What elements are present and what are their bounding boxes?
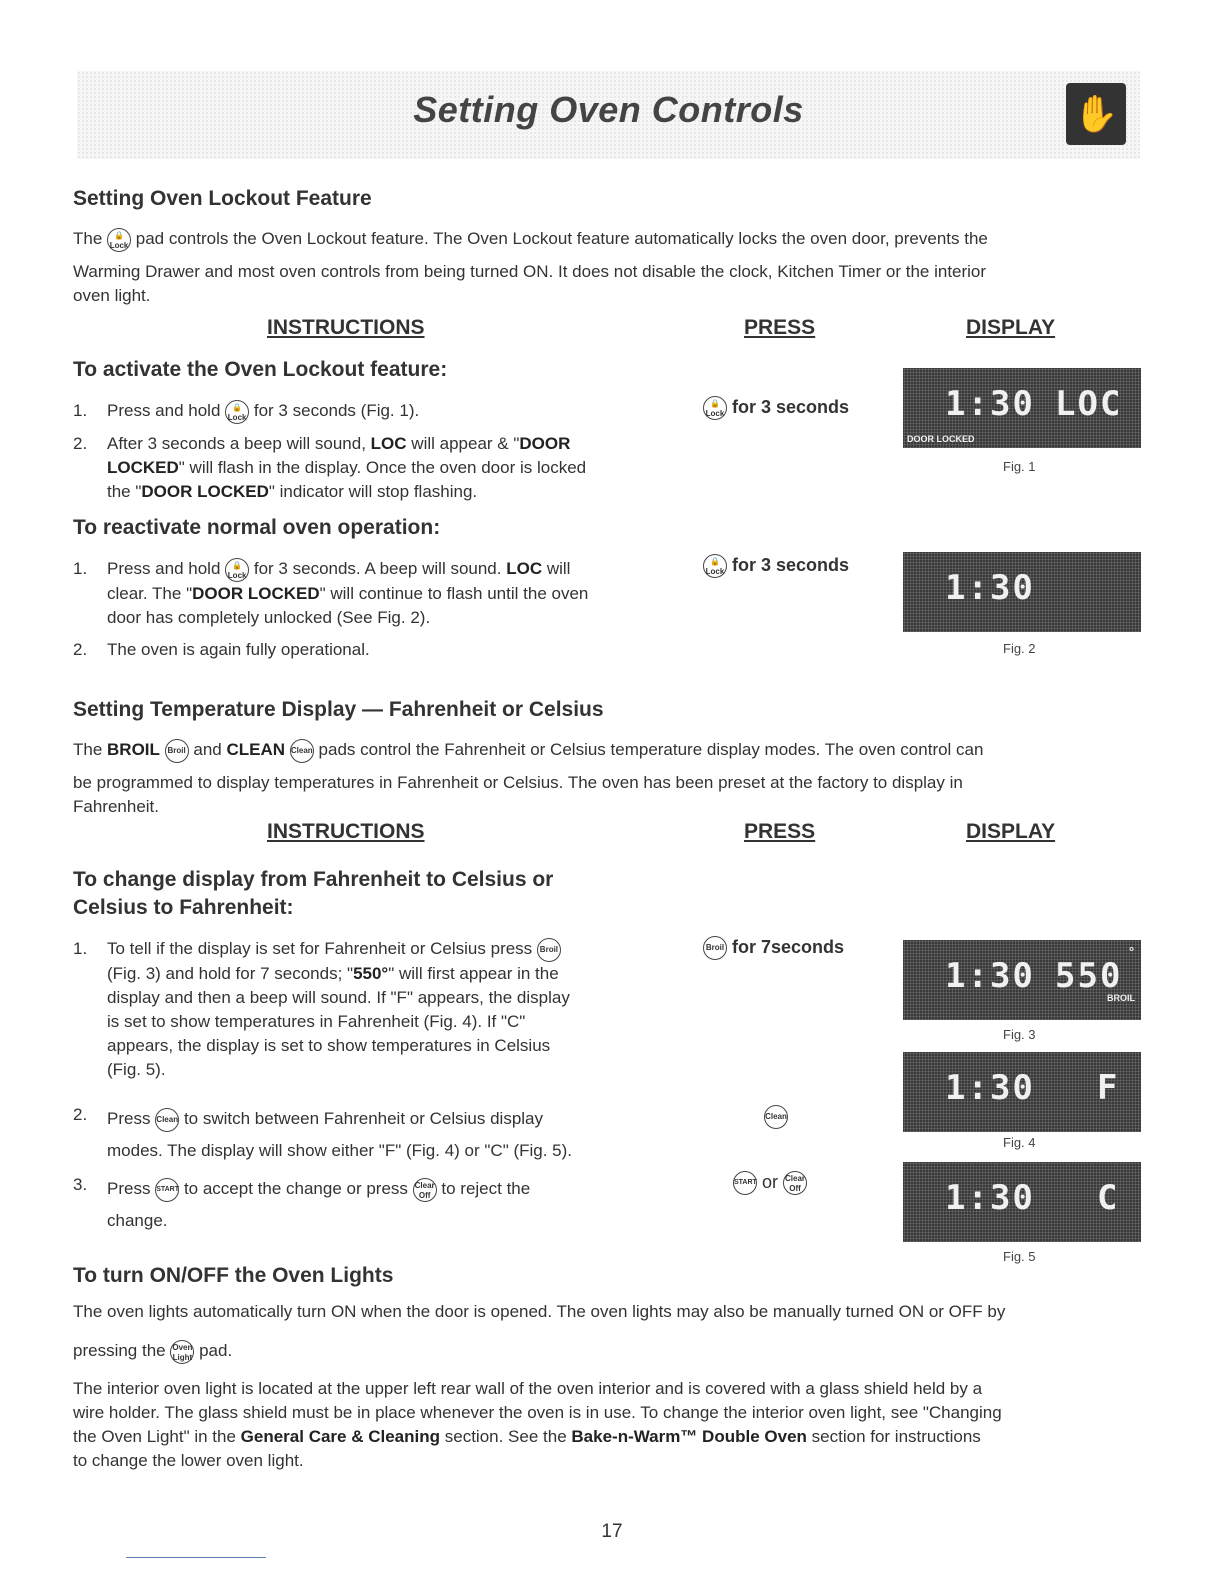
display-time: 1:30 — [945, 568, 1035, 608]
title-banner — [77, 71, 1140, 159]
fig-label: Fig. 3 — [1003, 1027, 1036, 1042]
lockout-intro-line1 — [73, 227, 1153, 252]
broil-pad-icon: Broil — [703, 936, 727, 960]
fig-label: Fig. 5 — [1003, 1249, 1036, 1264]
display-fig3 — [903, 940, 1141, 1020]
broil-pad-icon: Broil — [165, 739, 189, 763]
change-heading: To change display from Fahrenheit to Celsius or Celsius to Fahrenheit: — [73, 868, 554, 919]
fig-label: Fig. 2 — [1003, 641, 1036, 656]
temp-intro-line3: Fahrenheit. — [73, 797, 159, 816]
lights-p1-line1: The oven lights automatically turn ON when the door is opened. The oven lights may also be manually turned ON or OFF by — [73, 1302, 1006, 1321]
col-press-header: PRESS — [744, 316, 816, 339]
lights-p2-line4: to change the lower oven light. — [73, 1451, 304, 1470]
display-time: 1:30 — [945, 956, 1035, 996]
list-item: 2. The oven is again fully operational. — [73, 640, 370, 659]
broil-pad-icon: Broil — [537, 938, 561, 962]
press-lock-3s: 🔒 Lock for 3 seconds — [703, 396, 849, 420]
col-instructions-header: INSTRUCTIONS — [267, 316, 425, 339]
lockout-heading: Setting Oven Lockout Feature — [73, 187, 372, 210]
display-time: 1:30 — [945, 384, 1035, 424]
lights-p2-line1: The interior oven light is located at the upper left rear wall of the oven interior and is covered with a glass shield held by a — [73, 1379, 983, 1398]
page-title: Setting Oven Controls — [413, 89, 804, 130]
col-display-header: DISPLAY — [966, 316, 1056, 339]
intro-text: The — [73, 229, 103, 248]
temp-intro-line1: The BROIL Broil and CLEAN Clean pads control the Fahrenheit or Celsius temperature display modes. The oven control can — [73, 738, 1163, 763]
clean-pad-icon: Clean — [764, 1105, 788, 1129]
start-pad-icon: START — [733, 1171, 757, 1195]
lock-pad-icon: 🔒 Lock — [703, 396, 727, 420]
activate-heading: To activate the Oven Lockout feature: — [73, 358, 448, 381]
list-item: 1. Press and hold 🔒 Lock for 3 seconds (Fig. 1). — [73, 401, 420, 422]
display-fig2 — [903, 552, 1141, 632]
fig-label: Fig. 1 — [1003, 459, 1036, 474]
display-value: 550 — [1055, 956, 1123, 996]
lock-pad-icon: 🔒 Lock — [107, 228, 131, 252]
lock-pad-icon: 🔒 Lock — [703, 554, 727, 578]
press-lock-3s: 🔒 Lock for 3 seconds — [703, 554, 849, 578]
display-time: 1:30 — [945, 1068, 1035, 1108]
intro-text: pad controls the Oven Lockout feature. The Oven Lockout feature automatically locks the oven door, prevents the — [135, 229, 988, 248]
oven-light-pad-icon: Oven Light — [170, 1340, 194, 1364]
door-locked-indicator: DOOR LOCKED — [907, 434, 975, 444]
display-value: F — [1097, 1068, 1120, 1108]
clear-off-pad-icon: Clear Off — [783, 1171, 807, 1195]
temp-intro-line2: be programmed to display temperatures in Fahrenheit or Celsius. The oven has been preset at the factory to display in — [73, 773, 963, 792]
list-item: 1. To tell if the display is set for Fahrenheit or Celsius press Broil (Fig. 3) and hold for 7 seconds; "550°" will first appear in the display and then a beep will sound. If "F" appears, the display is set to show temperatures in Fahrenheit (Fig. 4). If "C" appears, the display is set to show temperatures in Celsius (Fig. 5). — [73, 939, 570, 1079]
list-item: 3. Press START to accept the change or press Clear Off to reject the change. — [73, 1175, 531, 1230]
start-pad-icon: START — [155, 1178, 179, 1202]
list-item: 1. Press and hold 🔒 Lock for 3 seconds. A beep will sound. LOC will clear. The "DOOR LOCKED" will continue to flash until the oven door has completely unlocked (See Fig. 2). — [73, 559, 589, 627]
col-press-header: PRESS — [744, 820, 816, 843]
display-fig4 — [903, 1052, 1141, 1132]
reactivate-heading: To reactivate normal oven operation: — [73, 516, 441, 539]
lights-p2-line3: the Oven Light" in the General Care & Cleaning section. See the Bake-n-Warm™ Double Oven section for instructions — [73, 1427, 981, 1446]
lockout-intro-line3: oven light. — [73, 286, 151, 305]
list-item: 2. After 3 seconds a beep will sound, LOC will appear & "DOOR LOCKED" will flash in the display. Once the oven door is locked the "DOOR LOCKED" indicator will stop flashing. — [73, 434, 587, 501]
clean-pad-icon: Clean — [290, 739, 314, 763]
display-time: 1:30 — [945, 1178, 1035, 1218]
display-fig5 — [903, 1162, 1141, 1242]
cooking-hands-icon: ✋ — [1066, 83, 1126, 145]
display-value: LOC — [1055, 384, 1123, 424]
display-value: C — [1097, 1178, 1120, 1218]
press-broil-7s: Broil for 7seconds — [703, 936, 844, 960]
list-item: 2. Press Clean to switch between Fahrenheit or Celsius display modes. The display will show either "F" (Fig. 4) or "C" (Fig. 5). — [73, 1105, 573, 1160]
lock-pad-icon: 🔒 Lock — [225, 558, 249, 582]
clean-pad-icon: Clean — [155, 1108, 179, 1132]
lights-p1-line2: pressing the Oven Light pad. — [73, 1341, 233, 1362]
press-start-or-clear: START or Clear Off — [734, 1171, 806, 1193]
footer-rule — [126, 1557, 266, 1558]
display-fig1 — [903, 368, 1141, 448]
lights-p2-line2: wire holder. The glass shield must be in place whenever the oven is in use. To change the interior oven light, see "Changing — [73, 1403, 1002, 1422]
lock-pad-icon: 🔒 Lock — [225, 400, 249, 424]
clear-off-pad-icon: Clear Off — [413, 1178, 437, 1202]
col-instructions-header: INSTRUCTIONS — [267, 820, 425, 843]
fig-label: Fig. 4 — [1003, 1135, 1036, 1150]
degree-symbol: ° — [1129, 944, 1135, 959]
page-number: 17 — [601, 1521, 623, 1542]
broil-indicator: BROIL — [1107, 993, 1135, 1003]
lockout-intro-line2: Warming Drawer and most oven controls from being turned ON. It does not disable the clock, Kitchen Timer or the interior — [73, 262, 987, 281]
lights-heading: To turn ON/OFF the Oven Lights — [73, 1264, 394, 1287]
col-display-header: DISPLAY — [966, 820, 1056, 843]
temp-heading: Setting Temperature Display — Fahrenheit or Celsius — [73, 698, 604, 721]
press-clean — [764, 1105, 788, 1129]
